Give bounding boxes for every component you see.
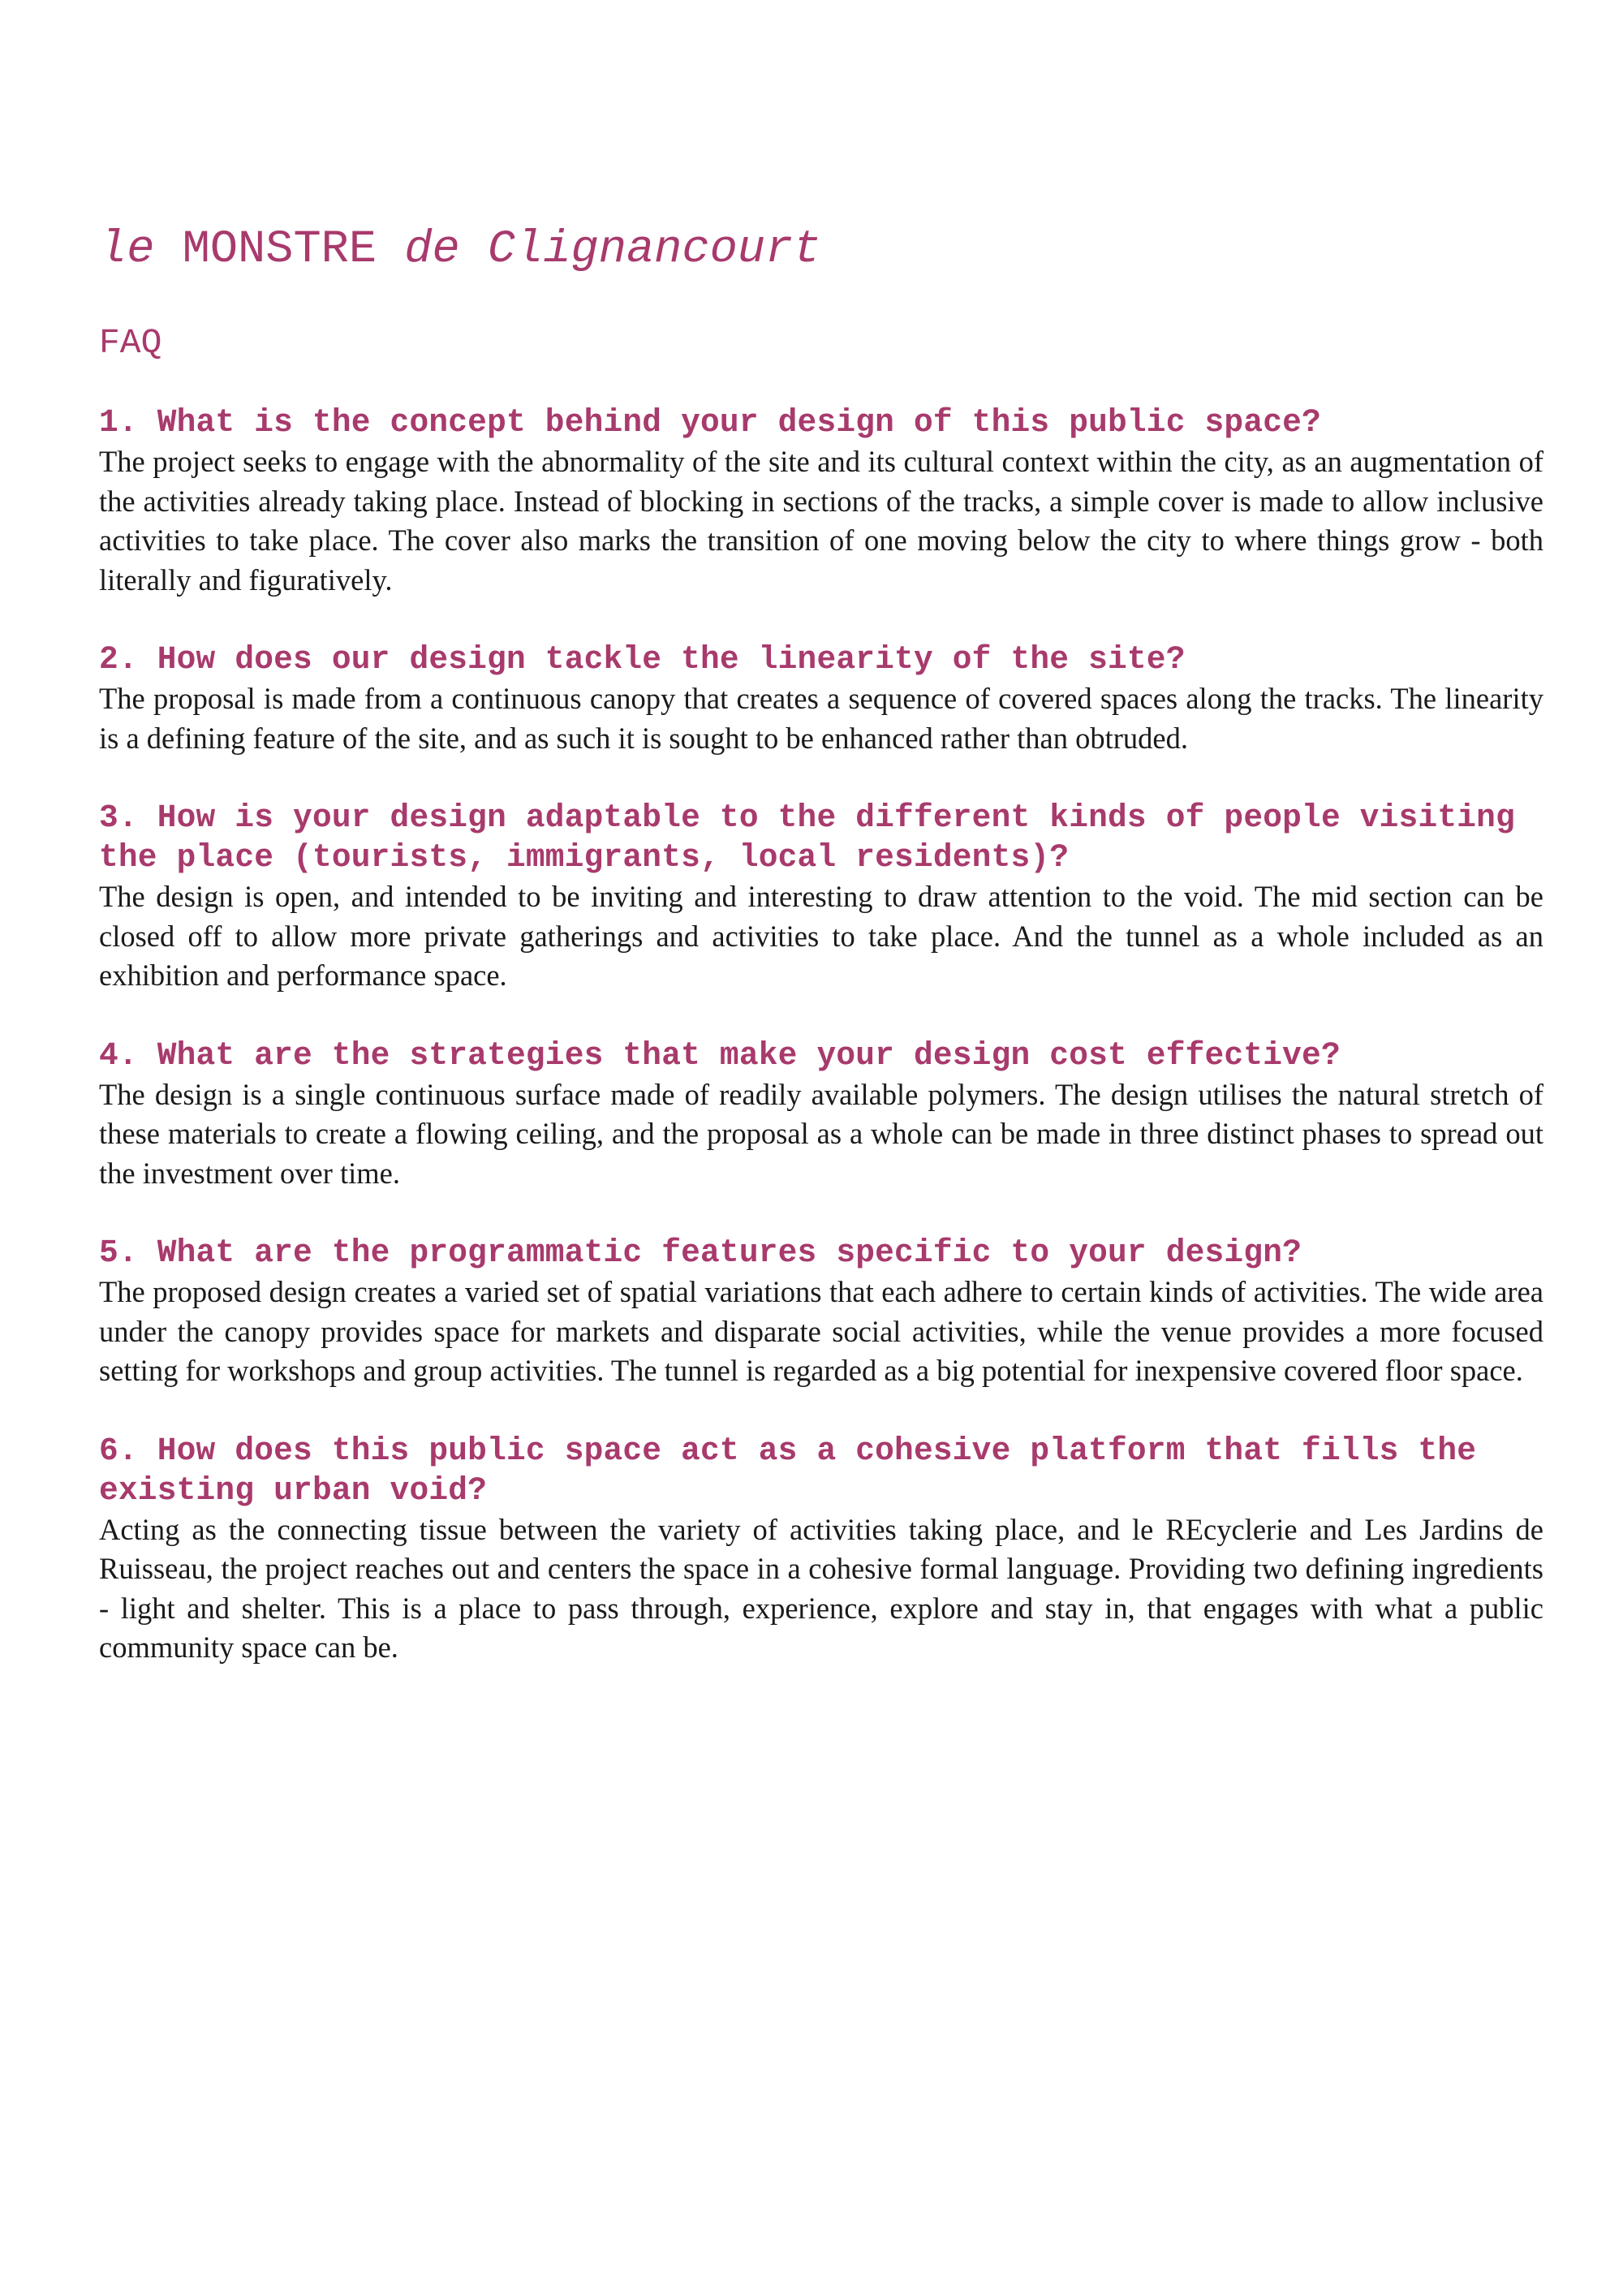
faq-question: 3. How is your design adaptable to the different kinds of people visiting the place (tourists, immigrants, local residents)? bbox=[99, 799, 1515, 876]
faq-item-4 bbox=[99, 1036, 1543, 1194]
faq-question: 1. What is the concept behind your design of this public space? bbox=[99, 404, 1321, 441]
faq-answer: The design is open, and intended to be inviting and interesting to draw attention to the void. The mid section can be closed off to allow more private gatherings and activities to take place. And the tunnel as a whole included as an exhibition and performance space. bbox=[99, 880, 1543, 992]
faq-question: 4. What are the strategies that make your design cost effective? bbox=[99, 1036, 1341, 1074]
faq-item-3 bbox=[99, 798, 1543, 996]
faq-answer: The proposal is made from a continuous canopy that creates a sequence of covered spaces along the tracks. The linearity is a defining feature of the site, and as such it is sought to be enhanced rather than obtruded. bbox=[99, 682, 1543, 755]
faq-question: 6. How does this public space act as a cohesive platform that fills the existing urban void? bbox=[99, 1432, 1477, 1509]
faq-item-5 bbox=[99, 1233, 1543, 1391]
faq-answer: Acting as the connecting tissue between the variety of activities taking place, and le REcyclerie and Les Jardins de Ruisseau, the project reaches out and centers the space in a cohesive formal language. Providing two defining ingredients - light and shelter. This is a place to pass through, experience, explore and stay in, that engages with what a public community space can be. bbox=[99, 1512, 1543, 1664]
faq-question: 5. What are the programmatic features specific to your design? bbox=[99, 1234, 1302, 1271]
faq-item-6 bbox=[99, 1431, 1543, 1668]
faq-item-1 bbox=[99, 403, 1543, 600]
page-title bbox=[99, 219, 820, 281]
faq-item-2 bbox=[99, 640, 1543, 758]
title-monstre: MONSTRE bbox=[182, 224, 377, 276]
section-subtitle: FAQ bbox=[99, 323, 162, 363]
title-le: le bbox=[99, 224, 155, 276]
title-rest: de Clignancourt bbox=[404, 224, 821, 276]
faq-answer: The proposed design creates a varied set of spatial variations that each adhere to certain kinds of activities. The wide area under the canopy provides space for markets and disparate social activities, while the venue provides a more focused setting for workshops and group activities. The tunnel is regarded as a big potential for inexpensive covered floor space. bbox=[99, 1275, 1543, 1387]
faq-answer: The design is a single continuous surface made of readily available polymers. The design utilises the natural stretch of these materials to create a flowing ceiling, and the proposal as a whole can be made in three distinct phases to spread out the investment over time. bbox=[99, 1077, 1543, 1190]
faq-question: 2. How does our design tackle the linearity of the site? bbox=[99, 641, 1186, 678]
faq-list bbox=[99, 403, 1543, 1708]
faq-answer: The project seeks to engage with the abnormality of the site and its cultural context within the city, as an augmentation of the activities already taking place. Instead of blocking in sections of the tracks, a simple cover is made to allow inclusive activities to take place. The cover also marks the transition of one moving below the city to where things grow - both literally and figuratively. bbox=[99, 445, 1543, 597]
